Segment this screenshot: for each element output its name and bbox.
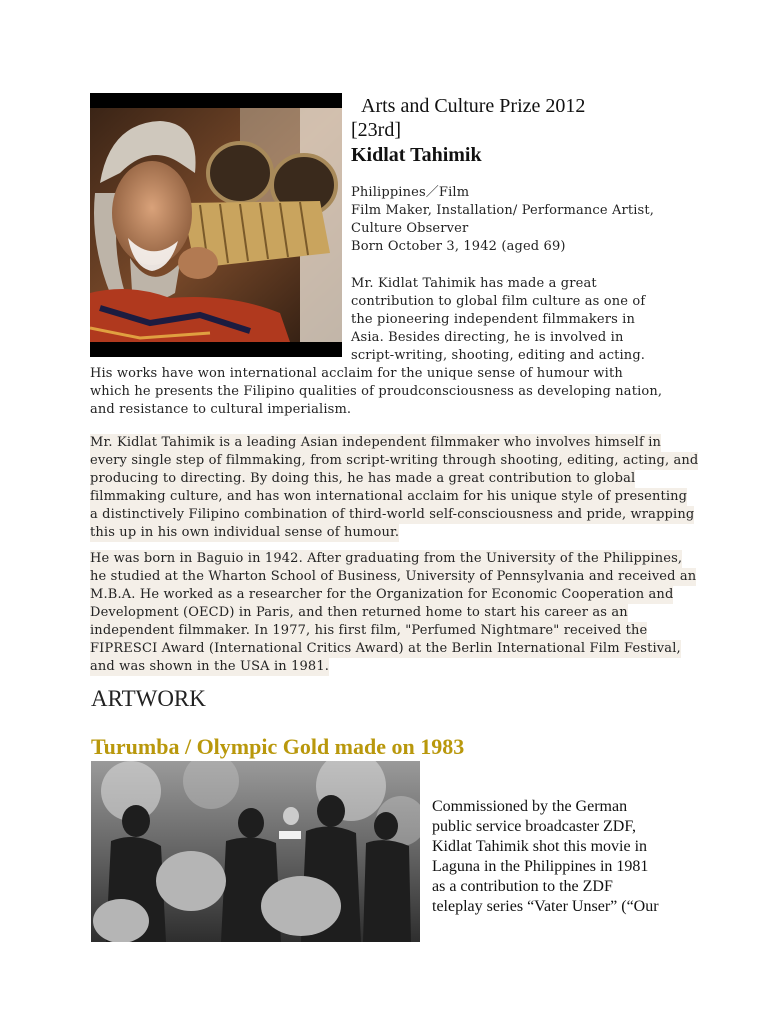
paragraph-line: and resistance to cultural imperialism. bbox=[90, 402, 352, 417]
paragraph-line: Asia. Besides directing, he is involved in bbox=[351, 330, 624, 345]
paragraph-line: which he presents the Filipino qualities of proudconsciousness as developing nation, bbox=[90, 384, 663, 399]
info-profession: Film Maker, Installation/ Performance Artist, bbox=[351, 203, 655, 218]
info-country-field: Philippines／Film bbox=[351, 185, 470, 200]
paragraph-line: M.B.A. He worked as a researcher for the Organization for Economic Cooperation and bbox=[90, 587, 674, 602]
description-line: public service broadcaster ZDF, bbox=[432, 818, 636, 835]
artwork-title: Turumba / Olympic Gold made on 1983 bbox=[91, 734, 465, 759]
paragraph-line: every single step of filmmaking, from script-writing through shooting, editing, acting, and bbox=[90, 453, 699, 468]
paragraph-line: FIPRESCI Award (International Critics Award) at the Berlin International Film Festival, bbox=[90, 641, 681, 656]
description-line: Kidlat Tahimik shot this movie in bbox=[432, 838, 648, 855]
artwork-heading: ARTWORK bbox=[91, 686, 206, 711]
description-paragraph bbox=[90, 434, 699, 542]
laureate-name: Kidlat Tahimik bbox=[351, 144, 482, 166]
biography-paragraph bbox=[90, 550, 697, 676]
description-line: Laguna in the Philippines in 1981 bbox=[432, 858, 649, 875]
prize-edition: [23rd] bbox=[351, 119, 401, 141]
prize-title-line: Arts and Culture Prize 2012 bbox=[361, 95, 586, 117]
paragraph-line: His works have won international acclaim for the unique sense of humour with bbox=[90, 366, 623, 381]
paragraph-line: Development (OECD) in Paris, and then returned home to start his career as an bbox=[90, 605, 628, 620]
paragraph-line: Mr. Kidlat Tahimik is a leading Asian independent filmmaker who involves himself in bbox=[90, 435, 662, 450]
prize-title bbox=[351, 94, 681, 142]
paragraph-line: contribution to global film culture as one of bbox=[351, 294, 646, 309]
intro-paragraph bbox=[90, 275, 690, 419]
description-line: as a contribution to the ZDF bbox=[432, 878, 613, 895]
paragraph-line: and was shown in the USA in 1981. bbox=[90, 659, 330, 674]
paragraph-line: independent filmmaker. In 1977, his first film, "Perfumed Nightmare" received the bbox=[90, 623, 648, 638]
paragraph-line: this up in his own individual sense of humour. bbox=[90, 525, 400, 540]
artwork-film-still bbox=[91, 761, 420, 942]
info-born: Born October 3, 1942 (aged 69) bbox=[351, 239, 566, 254]
description-line: Commissioned by the German bbox=[432, 798, 628, 815]
paragraph-line: producing to directing. By doing this, he has made a great contribution to global bbox=[90, 471, 636, 486]
artwork-description bbox=[432, 797, 702, 917]
paragraph-line: a distinctively Filipino combination of third-world self-consciousness and pride, wrapping bbox=[90, 507, 695, 522]
artist-info bbox=[351, 184, 691, 256]
paragraph-line: he studied at the Wharton School of Business, University of Pennsylvania and received an bbox=[90, 569, 697, 584]
paragraph-line: filmmaking culture, and has won international acclaim for his unique style of presenting bbox=[90, 489, 688, 504]
paragraph-line: the pioneering independent filmmakers in bbox=[351, 312, 636, 327]
paragraph-line: He was born in Baguio in 1942. After graduating from the University of the Philippines, bbox=[90, 551, 683, 566]
description-line: teleplay series “Vater Unser” (“Our bbox=[432, 898, 659, 915]
paragraph-line: Mr. Kidlat Tahimik has made a great bbox=[351, 276, 597, 291]
info-profession-cont: Culture Observer bbox=[351, 221, 469, 236]
paragraph-line: script-writing, shooting, editing and acting. bbox=[351, 348, 646, 363]
